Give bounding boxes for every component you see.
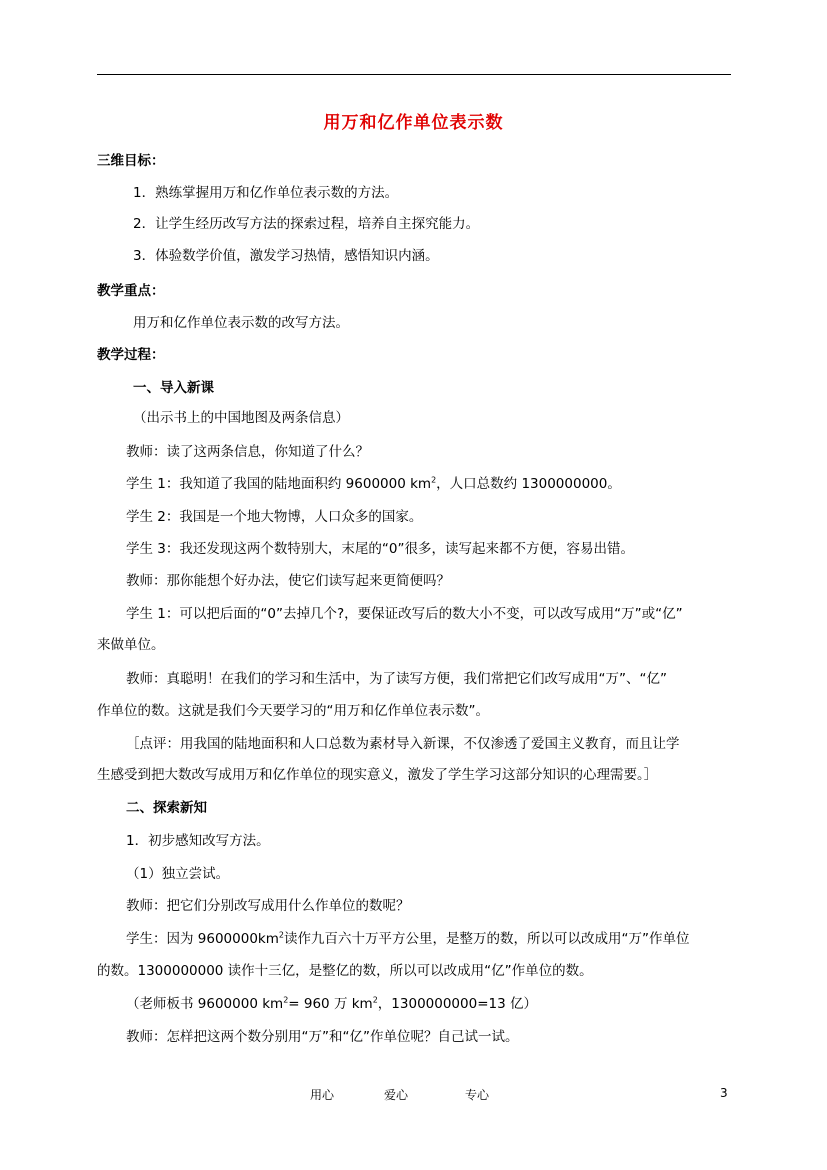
paragraph: 学生 2：我国是一个地大物博，人口众多的国家。 (126, 509, 423, 525)
footer-text: 爱心 (384, 1088, 409, 1102)
section-heading: 二、探索新知 (126, 800, 207, 816)
paragraph: （1）独立尝试。 (126, 866, 230, 882)
paragraph: 学生 3：我还发现这两个数特别大，末尾的“0”很多，读写起来都不方便，容易出错。 (126, 541, 634, 557)
goal-item: 1．熟练掌握用万和亿作单位表示数的方法。 (133, 185, 399, 201)
goal-item: 2．让学生经历改写方法的探索过程，培养自主探究能力。 (133, 216, 480, 232)
paragraph: 作单位的数。这就是我们今天要学习的“用万和亿作单位表示数”。 (97, 703, 489, 719)
focus-heading: 教学重点： (97, 283, 165, 299)
footer-text: 用心 (310, 1088, 335, 1102)
paragraph: 的数。1300000000 读作十三亿，是整亿的数，所以可以改成用“亿”作单位的数。 (97, 963, 593, 979)
section-heading: 一、导入新课 (133, 380, 214, 396)
focus-text: 用万和亿作单位表示数的改写方法。 (133, 315, 349, 331)
paragraph: 1．初步感知改写方法。 (126, 833, 270, 849)
paragraph: 教师：怎样把这两个数分别用“万”和“亿”作单位呢？自己试一试。 (126, 1029, 519, 1045)
page-number: 3 (720, 1086, 728, 1100)
paragraph: 教师：那你能想个好办法，使它们读写起来更简便吗？ (126, 573, 450, 589)
paragraph: 来做单位。 (97, 637, 165, 653)
process-heading: 教学过程： (97, 347, 165, 363)
header-rule (97, 74, 731, 75)
document-title: 用万和亿作单位表示数 (323, 113, 504, 133)
paragraph: 学生 1：可以把后面的“0”去掉几个?，要保证改写后的数大小不变，可以改写成用“万”或“亿” (126, 606, 683, 622)
goal-item: 3．体验数学价值，激发学习热情，感悟知识内涵。 (133, 248, 439, 264)
paragraph: 学生 1：我知道了我国的陆地面积约 9600000 $km^2$，人口总数约 1300000000。 (126, 475, 621, 492)
paragraph: 教师：把它们分别改写成用什么作单位的数呢？ (126, 898, 410, 914)
paragraph: 教师：读了这两条信息，你知道了什么？ (126, 444, 369, 460)
comment: 生感受到把大数改写成用万和亿作单位的现实意义，激发了学生学习这部分知识的心理需要。］ (97, 767, 658, 783)
paragraph: （出示书上的中国地图及两条信息） (133, 410, 349, 426)
board-note: （老师板书 9600000 $km^2= 960$ 万 $km^2$，1300000000=13 亿） (126, 995, 537, 1012)
paragraph: 教师：真聪明！在我们的学习和生活中，为了读写方便，我们常把它们改写成用“万”、“亿” (126, 671, 667, 687)
goals-heading: 三维目标： (97, 153, 165, 169)
comment: ［点评：用我国的陆地面积和人口总数为素材导入新课，不仅渗透了爱国主义教育，而且让学 (126, 736, 680, 752)
footer-text: 专心 (465, 1088, 490, 1102)
paragraph: 学生：因为 $9600000km^2$读作九百六十万平方公里，是整万的数，所以可以改成用“万”作单位 (126, 930, 690, 947)
